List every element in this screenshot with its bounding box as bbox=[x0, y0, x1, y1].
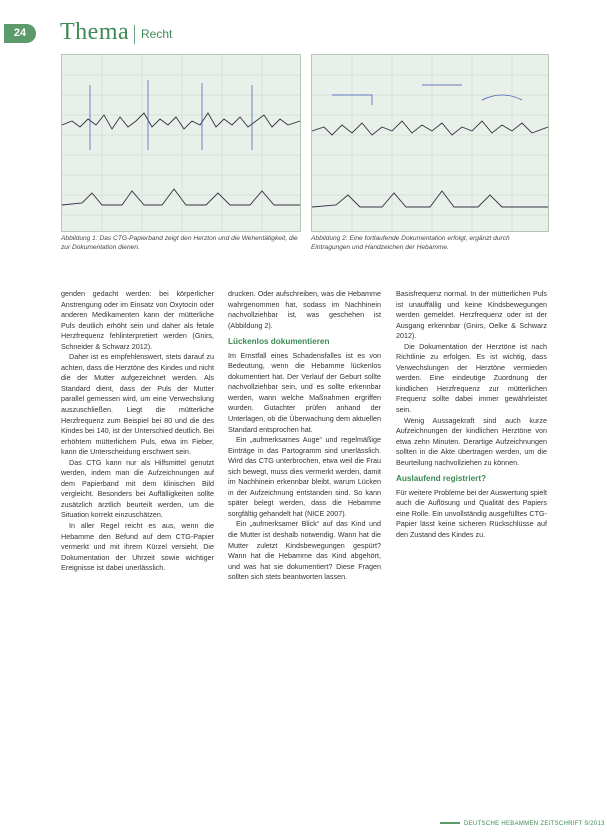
figure-caption-left: Abbildung 1: Das CTG-Papierband zeigt den Herzton und die Wehentätigkeit, die zur Dokumentation dienen. bbox=[61, 235, 298, 251]
paragraph: Ein „aufmerksames Auge“ und regelmäßige Einträge in das Partogramm sind unerlässlich. Wird das CTG unterbrochen, etwa weil die Frau sich bewegt, muss dies vermerkt werden, damit im Nachhinein erkennbar bleibt, warum Lücken in der Aufzeichnung entstanden sind. So kann später belegt werden, dass die Hebamme sorgfältig gehandelt hat (NICE 2007). bbox=[228, 435, 381, 518]
paragraph: Die Dokumentation der Herztöne ist nach Richtlinie zu erfolgen. Es ist wichtig, dass Verwechslungen der Herztöne vermieden werden. Eine eindeutige Zuordnung der kindlichen Herzfrequenz zur mütterlichen Frequenz sollte dabei immer gewährleistet sein. bbox=[396, 341, 547, 415]
subheading: Auslaufend registriert? bbox=[396, 474, 487, 484]
section-label: Recht bbox=[141, 27, 173, 41]
paragraph: genden gedacht werden: bei körperlicher Anstrengung oder im Einsatz von Oxytocin oder anderen Medikamenten kann der mütterliche Puls deutlich erhöht sein und daher als fetale Herzfrequenz fehlinterpretiert werden (Gnirs, Schneider & Schwarz 2012). bbox=[61, 289, 214, 351]
paragraph: In aller Regel reicht es aus, wenn die Hebamme den Befund auf dem CTG-Papier vermerkt und mit ihrem Kürzel versieht. Die Dokumentation der Uhrzeit sowie wichtiger Ereignisse ist dabei unerlässlich. bbox=[61, 521, 214, 573]
page-number: 24 bbox=[4, 24, 36, 43]
paragraph: Daher ist es empfehlenswert, stets darauf zu achten, dass die Herztöne des Kindes und nicht die der Mutter aufgezeichnet werden. Als Standard dient, dass der Puls der Mutter parallel gemessen wird, um eine Verwechslung auszuschließen. Liegt die mütterliche Herzfrequenz zum Beispiel bei 80 und die des Kindes bei 140, ist der Unterschied deutlich. Bei erhöhtem mütterlichem Puls, etwa im Fieber, kann die Unterscheidung erschwert sein. bbox=[61, 352, 214, 457]
paragraph: drucken. Oder aufschreiben, was die Hebamme wahrgenommen hat, sodass im Nachhinein nachvollziehbar ist, was geschehen ist (Abbildung 2). bbox=[228, 289, 381, 330]
ctg-chart-left-image bbox=[62, 55, 300, 231]
figure-caption-right: Abbildung 2: Eine fortlaufende Dokumentation erfolgt, ergänzt durch Eintragungen und Handzeichen der Hebamme. bbox=[311, 235, 510, 251]
paragraph: Für weitere Probleme bei der Auswertung spielt auch die Auflösung und Qualität des Papiers eine Rolle. Ein unvollständig ausgefülltes CTG-Papier lässt keine sicheren Rückschlüsse auf den Zustand des Kindes zu. bbox=[396, 487, 548, 540]
ctg-figure-left bbox=[61, 54, 301, 232]
footer-text: DEUTSCHE HEBAMMEN ZEITSCHRIFT 9/2013 bbox=[464, 821, 605, 827]
footer bbox=[440, 821, 605, 827]
paragraph: Das CTG kann nur als Hilfsmittel genutzt werden, indem man die Aufzeichnungen auf dem Papierband mit dem klinischen Bild vergleicht. Besonders bei Auffälligkeiten sollte zusätzlich ärztlich beurteilt werden, um die Situation korrekt einzuschätzen. bbox=[61, 457, 214, 520]
footer-rule bbox=[440, 822, 460, 824]
text-column-2 bbox=[228, 289, 381, 583]
paragraph: Basisfrequenz normal. In der mütterlichen Puls ist unauffällig und keine Kindsbewegungen werden gemeldet. Herzfrequenz oder ist der Ausgang erkennbar (Gnirs, Oelke & Schwarz 2012). bbox=[396, 289, 547, 341]
subheading: Lückenlos dokumentieren bbox=[228, 337, 330, 347]
paragraph: Im Ernstfall eines Schadensfalles ist es von Bedeutung, wenn die Hebamme lückenlos dokumentiert hat. Der Verlauf der Geburt sollte nachvollziehbar sein, und es sollte erkennbar werden, wann welche Maßnahmen ergriffen wurden. Gutachter prüfen anhand der Unterlagen, ob die Überwachung dem aktuellen Standard entsprochen hat. bbox=[228, 350, 381, 434]
ctg-chart-right-image bbox=[312, 55, 548, 231]
paragraph: Wenig Aussagekraft sind auch kurze Aufzeichnungen der kindlichen Herztöne von etwa zehn Minuten. Derartige Aufzeichnungen sollten in die Akte übertragen werden, um die Beurteilung nachvollziehen zu können. bbox=[396, 415, 547, 467]
header-divider bbox=[134, 25, 135, 44]
ctg-figure-right bbox=[311, 54, 549, 232]
text-column-3 bbox=[396, 289, 547, 541]
paragraph: Ein „aufmerksamer Blick“ auf das Kind und die Mutter ist deshalb notwendig. Wann hat die Mutter zuletzt Kindsbewegungen gespürt? Wann hat die Hebamme das Kind abgehört, und was hat sie dokumentiert? Diese Fragen sollten sich stets beantworten lassen. bbox=[228, 519, 381, 582]
text-column-1 bbox=[61, 289, 214, 574]
page-title: Thema bbox=[60, 19, 130, 45]
